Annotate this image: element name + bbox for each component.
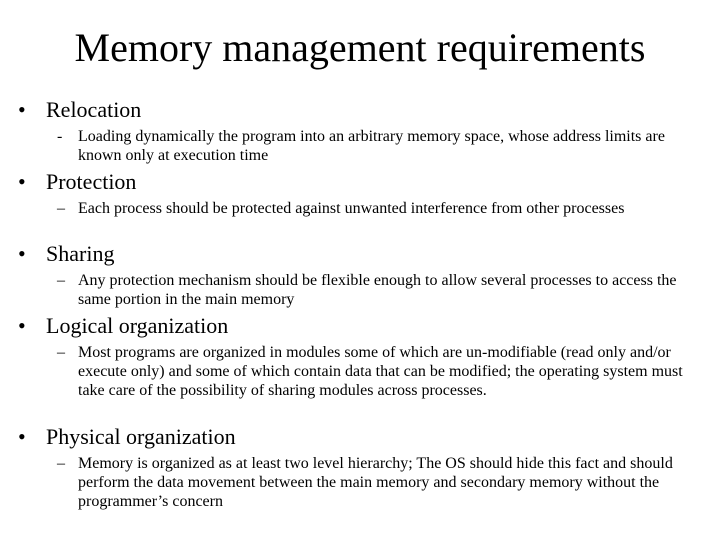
bullet-label: Relocation xyxy=(46,97,142,122)
bullet-relocation xyxy=(18,97,708,165)
sub-point-text: Any protection mechanism should be flexible enough to allow several processes to access the same portion in the main memory xyxy=(78,272,677,308)
dash-icon: – xyxy=(57,455,65,472)
bullet-label: Physical organization xyxy=(46,424,236,449)
sub-point-text: Each process should be protected against unwanted interference from other processes xyxy=(78,200,625,217)
dash-icon: - xyxy=(57,128,63,145)
bullet-physical-organization xyxy=(18,424,708,511)
bullet-protection xyxy=(18,169,708,218)
slide-title: Memory management requirements xyxy=(74,25,646,70)
bullet-icon: • xyxy=(18,97,26,122)
dash-icon: – xyxy=(57,344,65,361)
bullet-label: Sharing xyxy=(46,241,115,266)
bullet-icon: • xyxy=(18,313,26,338)
bullet-label: Logical organization xyxy=(46,313,229,338)
bullet-sharing xyxy=(18,241,708,309)
dash-icon: – xyxy=(57,272,65,289)
bullet-label: Protection xyxy=(46,169,137,194)
bullet-icon: • xyxy=(18,169,26,194)
sub-point-text: Most programs are organized in modules some of which are un-modifiable (read only and/or execute only) and some of which contain data that can be modified; the operating system must take care of the possibility of sharing modules across processes. xyxy=(78,344,683,399)
bullet-logical-organization xyxy=(18,313,708,400)
dash-icon: – xyxy=(57,200,65,217)
sub-point-text: Loading dynamically the program into an arbitrary memory space, whose address limits are known only at execution time xyxy=(78,128,665,164)
sub-point xyxy=(18,454,708,511)
bullet-icon: • xyxy=(18,241,26,266)
bullet-icon: • xyxy=(18,424,26,449)
sub-point xyxy=(18,271,708,309)
sub-point xyxy=(18,343,708,400)
sub-point-text: Memory is organized as at least two level hierarchy; The OS should hide this fact and should perform the data movement between the main memory and secondary memory without the programmer’s concern xyxy=(78,455,673,510)
sub-point xyxy=(18,199,708,218)
sub-point xyxy=(18,127,708,165)
